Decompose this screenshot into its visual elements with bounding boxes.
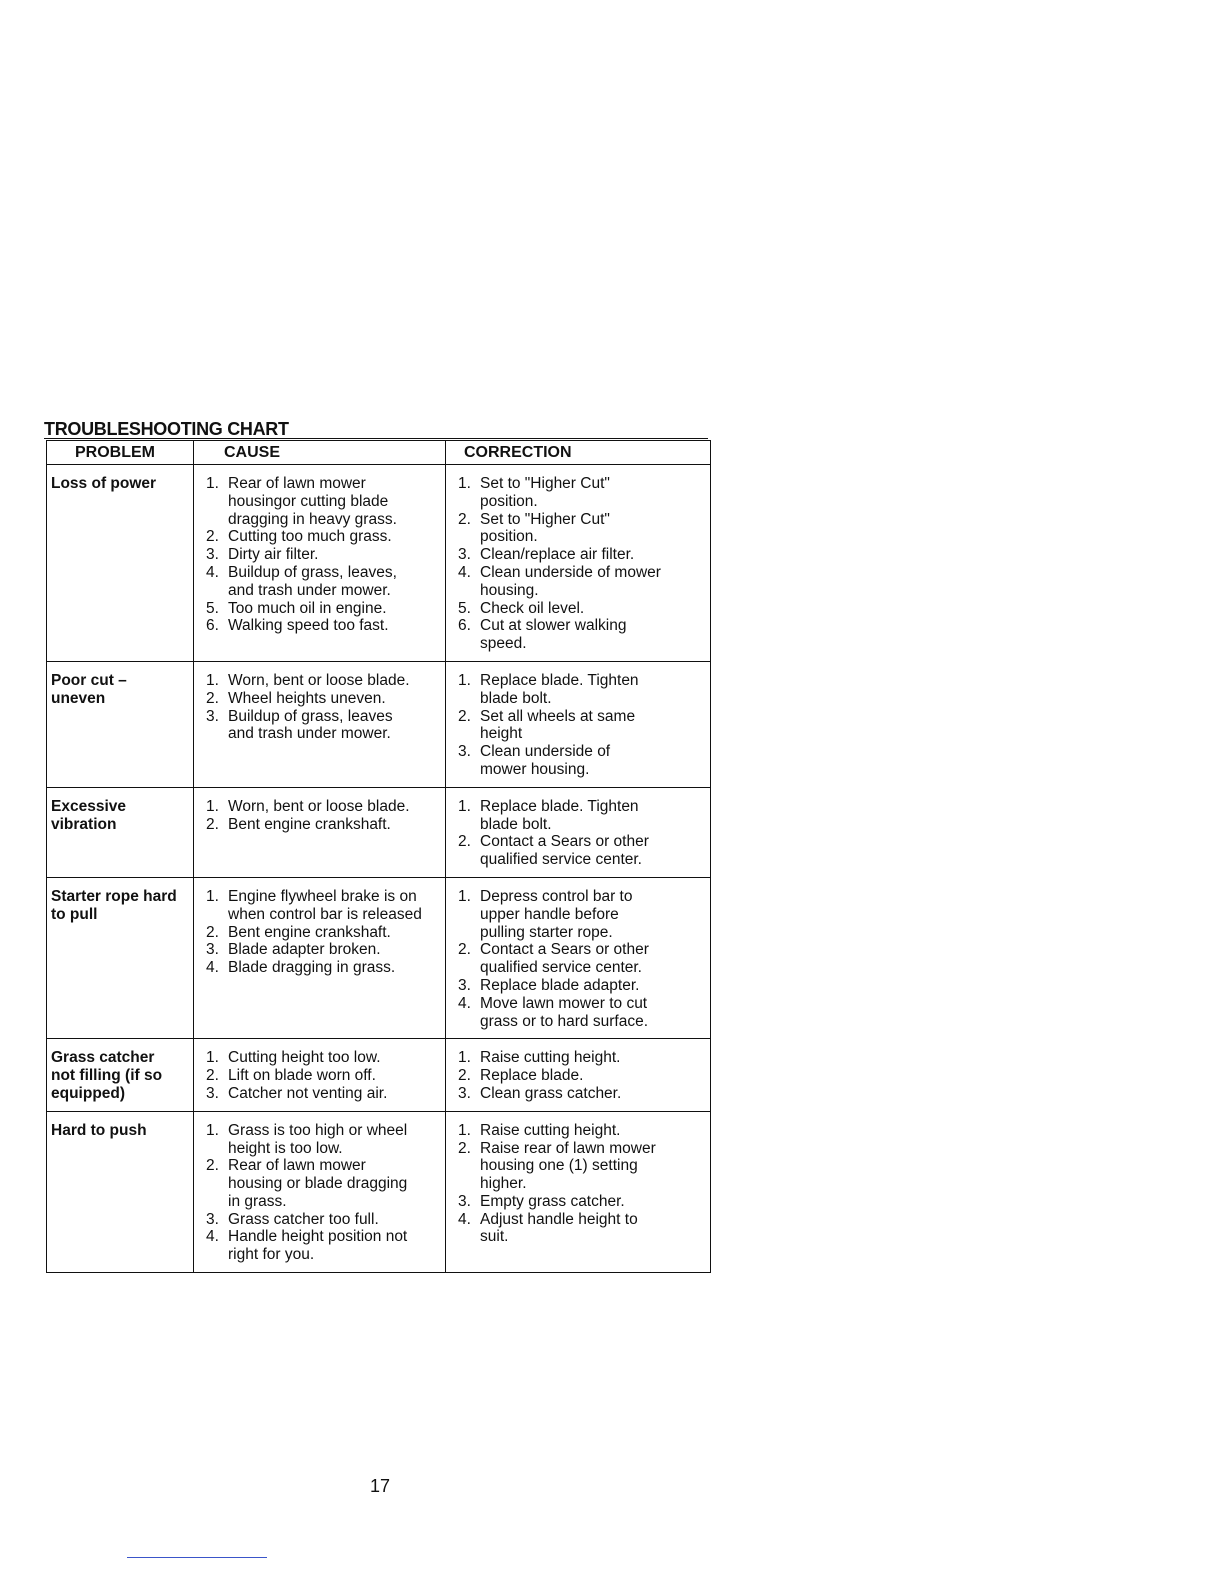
- cause-item: [198, 959, 441, 977]
- correction-item: [450, 617, 706, 653]
- correction-item-text: Clean/replace air filter.: [480, 546, 635, 564]
- correction-item-number: 2.: [458, 941, 471, 959]
- correction-item-text: Clean grass catcher.: [480, 1084, 622, 1102]
- cause-item: [198, 528, 441, 546]
- correction-item-number: 3.: [458, 546, 471, 564]
- correction-list: [450, 475, 706, 653]
- cause-item: [198, 798, 441, 816]
- correction-item: [450, 564, 706, 600]
- cause-item: [198, 924, 441, 942]
- cause-item: [198, 1067, 441, 1085]
- correction-item: [450, 798, 706, 834]
- cause-item-text: Cutting height too low.: [228, 1049, 381, 1067]
- cause-item-number: 1.: [206, 887, 219, 905]
- table-body: [47, 465, 711, 1273]
- cause-item-text: Handle height position not right for you.: [228, 1228, 408, 1264]
- correction-item: [450, 1122, 706, 1140]
- correction-item-text: Raise cutting height.: [480, 1121, 621, 1139]
- cause-item: [198, 1228, 441, 1264]
- correction-item-number: 3.: [458, 1192, 471, 1210]
- cause-item-text: Buildup of grass, leaves and trash under mower.: [228, 707, 393, 743]
- cause-item: [198, 1085, 441, 1103]
- problem-cell: [47, 877, 194, 1038]
- problem-cell: [47, 1039, 194, 1111]
- cause-item-text: Worn, bent or loose blade.: [228, 797, 410, 815]
- correction-item-number: 1.: [458, 475, 471, 492]
- chart-title: TROUBLESHOOTING CHART: [44, 419, 289, 439]
- correction-item-number: 2.: [458, 833, 471, 851]
- correction-item-number: 1.: [458, 1121, 471, 1139]
- cause-item-text: Engine flywheel brake is on when control bar is released: [228, 887, 422, 923]
- correction-item-text: Raise cutting height.: [480, 1049, 621, 1067]
- cause-list: [198, 798, 441, 834]
- cause-item-text: Walking speed too fast.: [228, 617, 389, 635]
- header-row: [47, 441, 711, 465]
- bottom-rule: [127, 1557, 267, 1558]
- correction-item: [450, 1211, 706, 1247]
- correction-item: [450, 1049, 706, 1067]
- cause-cell: [194, 877, 446, 1038]
- correction-item-text: Clean underside of mower housing.: [480, 563, 661, 599]
- cause-item-number: 2.: [206, 815, 219, 833]
- cause-item-text: Grass catcher too full.: [228, 1210, 379, 1228]
- correction-item: [450, 1140, 706, 1193]
- cause-item-number: 1.: [206, 1121, 219, 1139]
- table-row: [47, 1111, 711, 1272]
- cause-item-number: 2.: [206, 1157, 219, 1175]
- correction-cell: [446, 1111, 711, 1272]
- cause-list: [198, 888, 441, 977]
- correction-list: [450, 1049, 706, 1102]
- correction-item-text: Cut at slower walking speed.: [480, 617, 627, 653]
- correction-item-number: 2.: [458, 510, 471, 528]
- header-correction: CORRECTION: [446, 441, 711, 465]
- problem-text: Hard to push: [51, 1121, 147, 1139]
- correction-item: [450, 511, 706, 547]
- cause-item: [198, 475, 441, 528]
- correction-item-text: Set all wheels at same height: [480, 707, 636, 743]
- cause-item: [198, 1211, 441, 1229]
- correction-item-number: 1.: [458, 671, 471, 689]
- cause-item-text: Catcher not venting air.: [228, 1084, 388, 1102]
- cause-item-text: Worn, bent or loose blade.: [228, 671, 410, 689]
- correction-list: [450, 798, 706, 869]
- cause-item-number: 6.: [206, 617, 219, 635]
- correction-item-text: Depress control bar to upper handle before pulling starter rope.: [480, 887, 633, 941]
- cause-item-text: Lift on blade worn off.: [228, 1067, 376, 1085]
- cause-item-text: Bent engine crankshaft.: [228, 923, 391, 941]
- cause-item-number: 2.: [206, 689, 219, 707]
- correction-item-text: Set to "Higher Cut" position.: [480, 475, 610, 510]
- problem-text: Starter rope hard to pull: [51, 887, 177, 923]
- cause-item-number: 3.: [206, 1084, 219, 1102]
- correction-cell: [446, 661, 711, 787]
- correction-cell: [446, 877, 711, 1038]
- correction-item-text: Replace blade. Tighten blade bolt.: [480, 671, 639, 707]
- cause-item-text: Grass is too high or wheel height is too low.: [228, 1121, 408, 1157]
- cause-item-number: 2.: [206, 1067, 219, 1085]
- correction-item-text: Empty grass catcher.: [480, 1192, 625, 1210]
- cause-item: [198, 617, 441, 635]
- cause-item-text: Dirty air filter.: [228, 546, 319, 564]
- correction-item-number: 3.: [458, 976, 471, 994]
- cause-item-number: 3.: [206, 546, 219, 564]
- correction-item: [450, 1067, 706, 1085]
- table-row: [47, 877, 711, 1038]
- header-problem: PROBLEM: [47, 441, 194, 465]
- correction-cell: [446, 1039, 711, 1111]
- cause-item: [198, 1157, 441, 1210]
- cause-list: [198, 475, 441, 635]
- correction-item-text: Contact a Sears or other qualified service center.: [480, 941, 649, 977]
- cause-item-text: Bent engine crankshaft.: [228, 815, 391, 833]
- cause-item-number: 2.: [206, 528, 219, 546]
- cause-item-text: Blade dragging in grass.: [228, 959, 396, 977]
- problem-text: Poor cut – uneven: [51, 671, 127, 707]
- cause-item-number: 3.: [206, 707, 219, 725]
- correction-item: [450, 941, 706, 977]
- cause-item-text: Too much oil in engine.: [228, 599, 387, 617]
- cause-item: [198, 1122, 441, 1158]
- cause-item-number: 3.: [206, 941, 219, 959]
- cause-item-text: Buildup of grass, leaves, and trash under mower.: [228, 563, 397, 599]
- cause-item: [198, 672, 441, 690]
- correction-item-text: Adjust handle height to suit.: [480, 1210, 638, 1246]
- cause-item-number: 4.: [206, 563, 219, 581]
- correction-cell: [446, 465, 711, 662]
- cause-list: [198, 1122, 441, 1264]
- correction-item-number: 4.: [458, 994, 471, 1012]
- cause-item-number: 1.: [206, 1049, 219, 1067]
- correction-item-number: 3.: [458, 1084, 471, 1102]
- problem-cell: [47, 465, 194, 662]
- correction-item-number: 6.: [458, 617, 471, 635]
- correction-item: [450, 743, 706, 779]
- cause-item-text: Rear of lawn mower housing or blade dragging in grass.: [228, 1157, 408, 1210]
- cause-item-number: 3.: [206, 1210, 219, 1228]
- correction-item: [450, 708, 706, 744]
- cause-item: [198, 941, 441, 959]
- table-row: [47, 661, 711, 787]
- cause-cell: [194, 1111, 446, 1272]
- correction-item: [450, 888, 706, 941]
- table-row: [47, 465, 711, 662]
- correction-list: [450, 672, 706, 779]
- correction-item-text: Replace blade adapter.: [480, 976, 640, 994]
- cause-item-number: 4.: [206, 1228, 219, 1246]
- correction-item-number: 1.: [458, 887, 471, 905]
- cause-item-number: 1.: [206, 797, 219, 815]
- cause-cell: [194, 787, 446, 877]
- correction-item-text: Move lawn mower to cut grass or to hard surface.: [480, 994, 648, 1030]
- correction-list: [450, 888, 706, 1030]
- cause-list: [198, 672, 441, 743]
- page-number: 17: [370, 1476, 391, 1496]
- correction-item-number: 4.: [458, 563, 471, 581]
- correction-item: [450, 475, 706, 511]
- header-cause: CAUSE: [194, 441, 446, 465]
- problem-text: Loss of power: [51, 475, 157, 492]
- table-row: [47, 787, 711, 877]
- correction-item: [450, 1193, 706, 1211]
- cause-cell: [194, 465, 446, 662]
- correction-item-text: Set to "Higher Cut" position.: [480, 510, 610, 546]
- cause-item: [198, 690, 441, 708]
- cause-item-text: Cutting too much grass.: [228, 528, 392, 546]
- correction-item-text: Raise rear of lawn mower housing one (1) setting higher.: [480, 1139, 656, 1193]
- cause-list: [198, 1049, 441, 1102]
- cause-cell: [194, 661, 446, 787]
- cause-item: [198, 888, 441, 924]
- cause-item-number: 4.: [206, 959, 219, 977]
- cause-item: [198, 816, 441, 834]
- correction-item: [450, 1085, 706, 1103]
- cause-item-text: Wheel heights uneven.: [228, 689, 386, 707]
- correction-item-number: 3.: [458, 743, 471, 761]
- correction-item-number: 1.: [458, 1049, 471, 1067]
- correction-list: [450, 1122, 706, 1247]
- troubleshooting-table: [46, 440, 711, 1273]
- correction-item-text: Replace blade. Tighten blade bolt.: [480, 797, 639, 833]
- correction-item: [450, 546, 706, 564]
- problem-cell: [47, 787, 194, 877]
- problem-cell: [47, 1111, 194, 1272]
- correction-item-number: 2.: [458, 1067, 471, 1085]
- correction-item-text: Replace blade.: [480, 1067, 584, 1085]
- correction-item: [450, 995, 706, 1031]
- correction-item-number: 1.: [458, 797, 471, 815]
- cause-item-text: Blade adapter broken.: [228, 941, 381, 959]
- cause-item-number: 1.: [206, 671, 219, 689]
- cause-item: [198, 564, 441, 600]
- correction-item-number: 2.: [458, 707, 471, 725]
- problem-text: Excessive vibration: [51, 797, 126, 833]
- cause-item: [198, 1049, 441, 1067]
- correction-item: [450, 833, 706, 869]
- table-row: [47, 1039, 711, 1111]
- correction-item: [450, 672, 706, 708]
- cause-item: [198, 708, 441, 744]
- cause-item-number: 2.: [206, 923, 219, 941]
- problem-text: Grass catcher not filling (if so equipped): [51, 1049, 163, 1102]
- correction-item-text: Clean underside of mower housing.: [480, 743, 611, 778]
- problem-cell: [47, 661, 194, 787]
- correction-item-number: 4.: [458, 1210, 471, 1228]
- correction-cell: [446, 787, 711, 877]
- title-rule: [44, 438, 708, 439]
- cause-item: [198, 600, 441, 618]
- cause-cell: [194, 1039, 446, 1111]
- cause-item-number: 5.: [206, 599, 219, 617]
- cause-item: [198, 546, 441, 564]
- correction-item-text: Contact a Sears or other qualified service center.: [480, 833, 649, 869]
- correction-item: [450, 977, 706, 995]
- correction-item-number: 2.: [458, 1139, 471, 1157]
- cause-item-text: Rear of lawn mower housingor cutting blade dragging in heavy grass.: [228, 475, 397, 528]
- correction-item-text: Check oil level.: [480, 599, 585, 617]
- correction-item-number: 5.: [458, 599, 471, 617]
- correction-item: [450, 600, 706, 618]
- cause-item-number: 1.: [206, 475, 219, 492]
